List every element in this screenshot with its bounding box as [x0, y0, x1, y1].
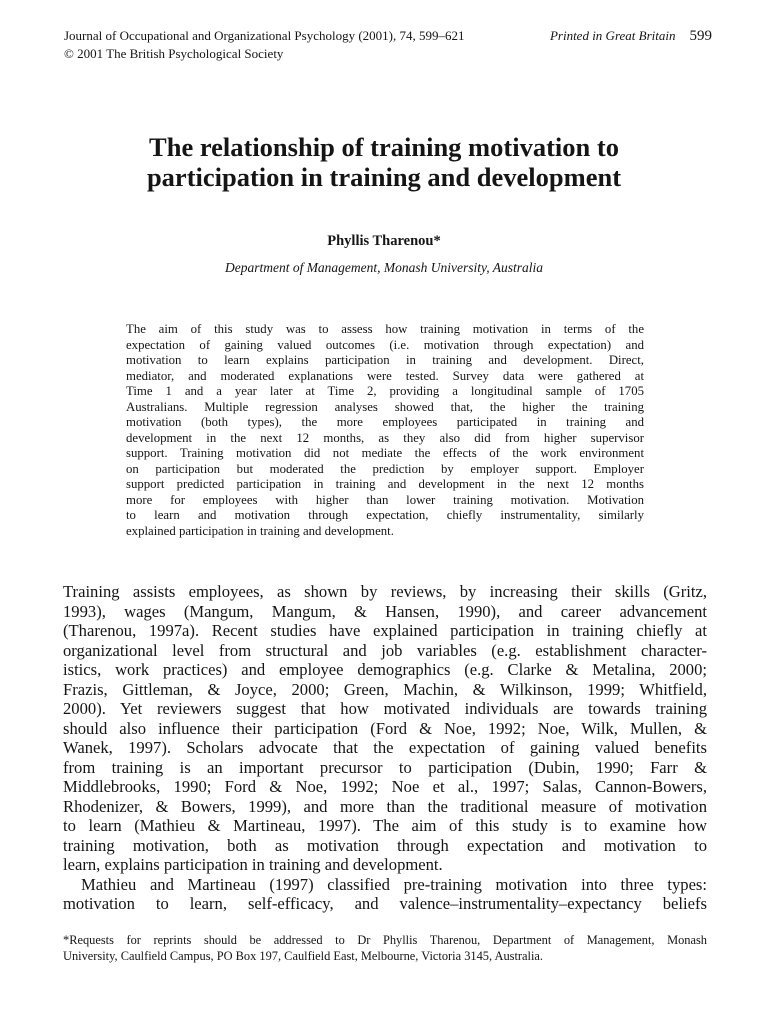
body-line: Training assists employees, as shown by reviews, by increasing their skills (Gritz,: [63, 582, 707, 601]
body-line: should also influence their participation (Ford & Noe, 1992; Noe, Wilk, Mullen, &: [63, 718, 707, 738]
body-line: Mathieu and Martineau (1997) classified pre-training motivation into three types:: [81, 874, 707, 894]
abstract-line: explained participation in training and development.: [126, 523, 394, 538]
body-line: (Tharenou, 1997a). Recent studies have explained participation in training chiefly at: [63, 621, 707, 640]
abstract-line: motivation (both types), the more employees participated in training and: [126, 415, 644, 429]
abstract-line: more for employees with higher than lower training motivation. Motivation: [126, 492, 644, 507]
body-line: Wanek, 1997). Scholars advocate that the expectation of gaining valued benefits: [63, 738, 707, 757]
body-line: istics, work practices) and employee demographics (e.g. Clarke & Metalina, 2000;: [63, 660, 707, 679]
journal-citation: Journal of Occupational and Organizational Psychology (2001), 74, 599–621: [64, 28, 465, 43]
footnote: [63, 933, 707, 964]
body-line: motivation to learn, self-efficacy, and valence–instrumentality–expectancy beliefs: [63, 894, 707, 913]
abstract-line: Time 1 and a year later at Time 2, providing a longitudinal sample of 1705: [126, 384, 644, 398]
abstract-line: development in the next 12 months, as they also did from higher supervisor: [126, 430, 644, 445]
page-number: 599: [689, 28, 712, 44]
abstract-line: to learn and motivation through expectation, chiefly instrumentality, similarly: [126, 508, 644, 522]
abstract-line: support predicted participation in training and development in the next 12 months: [126, 477, 644, 491]
abstract-line: The aim of this study was to assess how training motivation in terms of the: [126, 322, 644, 336]
header-line-1: [64, 27, 712, 45]
body-line: Middlebrooks, 1990; Ford & Noe, 1992; Noe et al., 1997; Salas, Cannon-Bowers,: [63, 777, 707, 796]
author-name: Phyllis Tharenou*: [327, 233, 441, 249]
body-line: training motivation, both as motivation through expectation and motivation to: [63, 835, 707, 855]
article-title: [40, 132, 728, 192]
body-line: Frazis, Gittleman, & Joyce, 2000; Green, Machin, & Wilkinson, 1999; Whitfield,: [63, 679, 707, 699]
title-line: participation in training and development: [146, 162, 622, 192]
abstract-line: Australians. Multiple regression analyses showed that, the higher the training: [126, 399, 644, 414]
author-affiliation: Department of Management, Monash University, Australia: [224, 260, 544, 275]
footnote-line: *Requests for reprints should be addressed to Dr Phyllis Tharenou, Department of Management, Monash: [63, 933, 707, 947]
abstract: [126, 322, 644, 539]
body-line: 2000). Yet reviewers suggest that how motivated individuals are towards training: [63, 699, 707, 718]
abstract-line: expectation of gaining valued outcomes (i.e. motivation through expectation) and: [126, 337, 644, 352]
copyright-line: © 2001 The British Psychological Society: [64, 46, 284, 61]
body-line: to learn (Mathieu & Martineau, 1997). The aim of this study is to examine how: [63, 816, 707, 835]
abstract-line: on participation but moderated the prediction by employer support. Employer: [126, 461, 644, 476]
title-line: The relationship of training motivation to: [149, 132, 619, 162]
abstract-line: support. Training motivation did not mediate the effects of the work environment: [126, 446, 644, 460]
body-text: [63, 582, 707, 914]
body-line: organizational level from structural and job variables (e.g. establishment character-: [63, 640, 707, 660]
body-line: Rhodenizer, & Bowers, 1999), and more than the traditional measure of motivation: [63, 796, 707, 816]
body-line: from training is an important precursor to participation (Dubin, 1990; Farr &: [63, 757, 707, 777]
printed-in: Printed in Great Britain: [549, 28, 676, 43]
running-header: [64, 27, 712, 63]
body-line: 1993), wages (Mangum, Mangum, & Hansen, 1990), and career advancement: [63, 601, 707, 621]
abstract-line: motivation to learn explains participation in training and development. Direct,: [126, 353, 644, 367]
abstract-line: mediator, and moderated explanations were tested. Survey data were gathered at: [126, 368, 644, 383]
body-line: learn, explains participation in training and development.: [63, 855, 443, 874]
footnote-line: University, Caulfield Campus, PO Box 197, Caulfield East, Melbourne, Victoria 3145, Australia.: [63, 948, 544, 963]
